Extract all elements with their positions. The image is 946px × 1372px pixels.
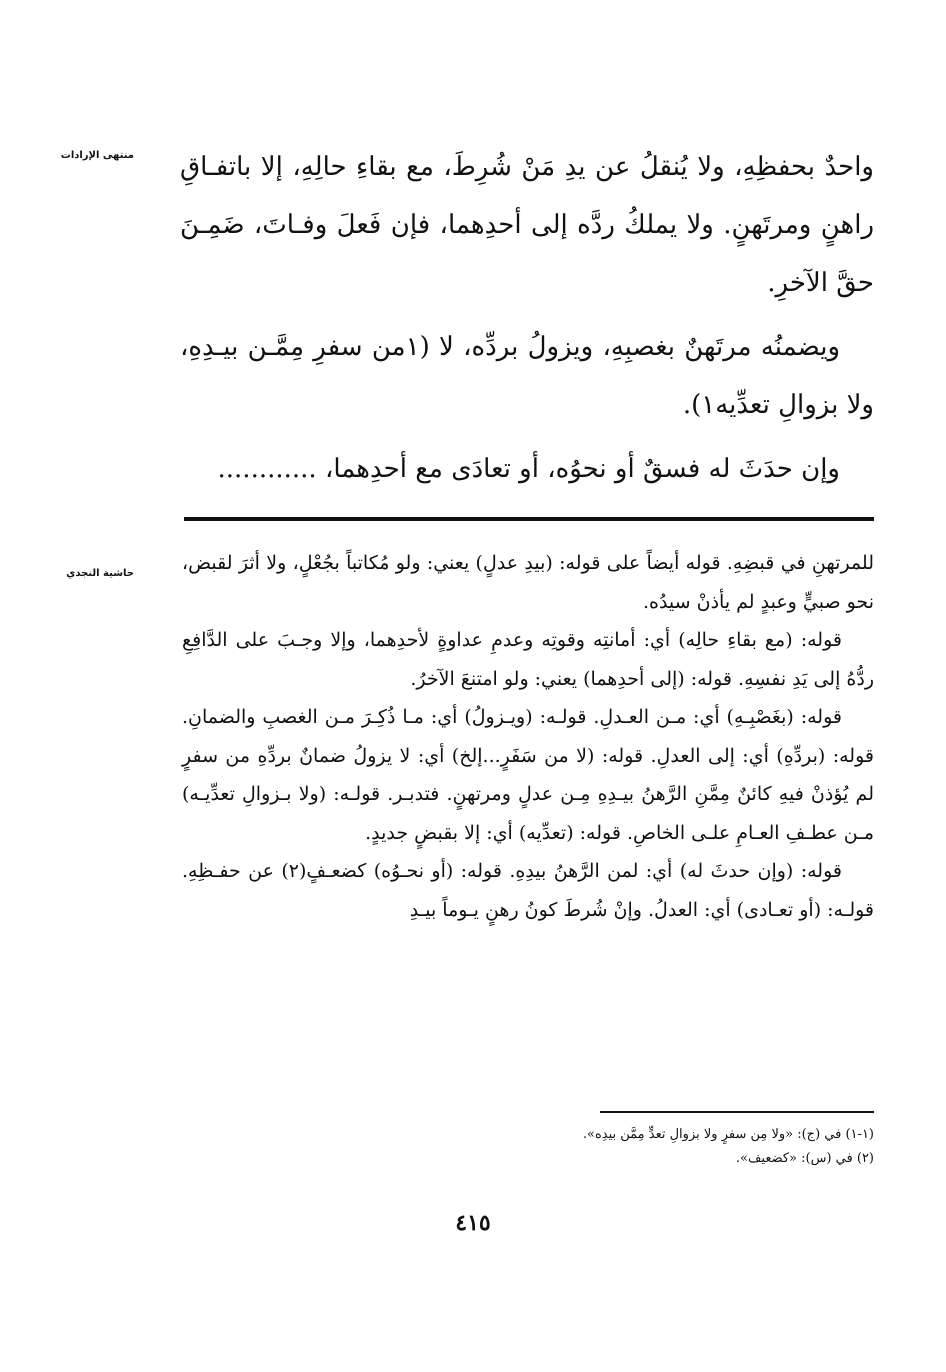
commentary-block: [182, 544, 874, 929]
commentary-paragraph-4: قوله: (وإن حدثَ له) أي: لمن الرَّهنُ بيدِهِ. قوله: (أو نحـوُه) كضعـفٍ(٢) عن حفـظِهِ. قولـه: (أو تعـادى) أي: العدلُ. وإنْ شُرطَ كونُ رهنٍ يـوماً بيـدِ: [182, 860, 874, 921]
footnote-1: (١-١) في (ج): «ولا مِن سفرٍ ولا بزوالِ تعدٍّ مِمَّن بيدِه».: [582, 1127, 874, 1142]
commentary-paragraph-2: قوله: (مع بقاءِ حالِه) أي: أمانتِه وقوتِه وعدمِ عداوةٍ لأحدِهما، وإلا وجـبَ على الدَّافِعِ ردُّهُ إلى يَدِ نفسِهِ. قوله: (إلى أحدِهما) يعني: ولو امتنعَ الآخرُ.: [182, 629, 874, 690]
commentary-paragraph-3: قوله: (بغَصْبِـهِ) أي: مـن العـدلِ. قولـه: (ويـزولُ) أي: مـا ذُكِـرَ مـن الغصبِ والضمانِ. قوله: (بردِّهِ) أي: إلى العدلِ. قوله: (لا من سَفَرٍ...إلخ) أي: لا يزولُ ضمانٌ بردِّهِ من سفرٍ لم يُؤذنْ فيهِ كائنٌ مِمَّنِ الرَّهنُ بيـدِهِ مِـن عدلٍ ومرتهنٍ. فتدبـر. قولـه: (ولا بـزوالِ تعدِّيـه) مـن عطـفِ العـامِ علـى الخاصِ. قوله: (تعدِّيه) أي: إلا بقبضٍ جديدٍ.: [182, 706, 874, 844]
commentary-paragraph-1: للمرتهنِ في قبضِهِ. قوله أيضاً على قوله: (بيدِ عدلٍ) يعني: ولو مُكاتباً بجُعْلٍ، ولا أثرَ لقبض، نحو صبيٍّ وعبدٍ لم يأذنْ سيدُه.: [182, 552, 874, 613]
footnote-2: (٢) في (س): «كضعيف».: [735, 1151, 874, 1166]
section-divider: [184, 517, 874, 521]
footnotes-block: [200, 1123, 874, 1171]
side-label-main-text: منتهى الإرادات: [60, 150, 134, 161]
side-label-hashia: حاشية النجدي: [66, 568, 134, 579]
main-text-block: [180, 138, 874, 504]
main-paragraph-3: وإن حدَثَ له فسقٌ أو نحوُه، أو تعادَى مع أحدِهما، ............: [217, 454, 840, 484]
footnote-divider: [600, 1111, 874, 1113]
page-number: ٤١٥: [455, 1210, 491, 1236]
main-paragraph-1: واحدٌ بحفظِهِ، ولا يُنقلُ عن يدِ مَنْ شُرِطَ، مع بقاءِ حالِهِ، إلا باتفـاقِ راهنٍ ومرتَهنٍ. ولا يملكُ ردَّه إلى أحدِهما، فإن فَعلَ وفـاتَ، ضَمِـنَ حقَّ الآخرِ.: [180, 152, 874, 298]
main-paragraph-2: ويضمنُه مرتَهنٌ بغصبِهِ، ويزولُ بردِّه، لا (١من سفرِ مِمَّـن بيـدِهِ، ولا بزوالِ تعدِّيه١).: [180, 332, 874, 420]
